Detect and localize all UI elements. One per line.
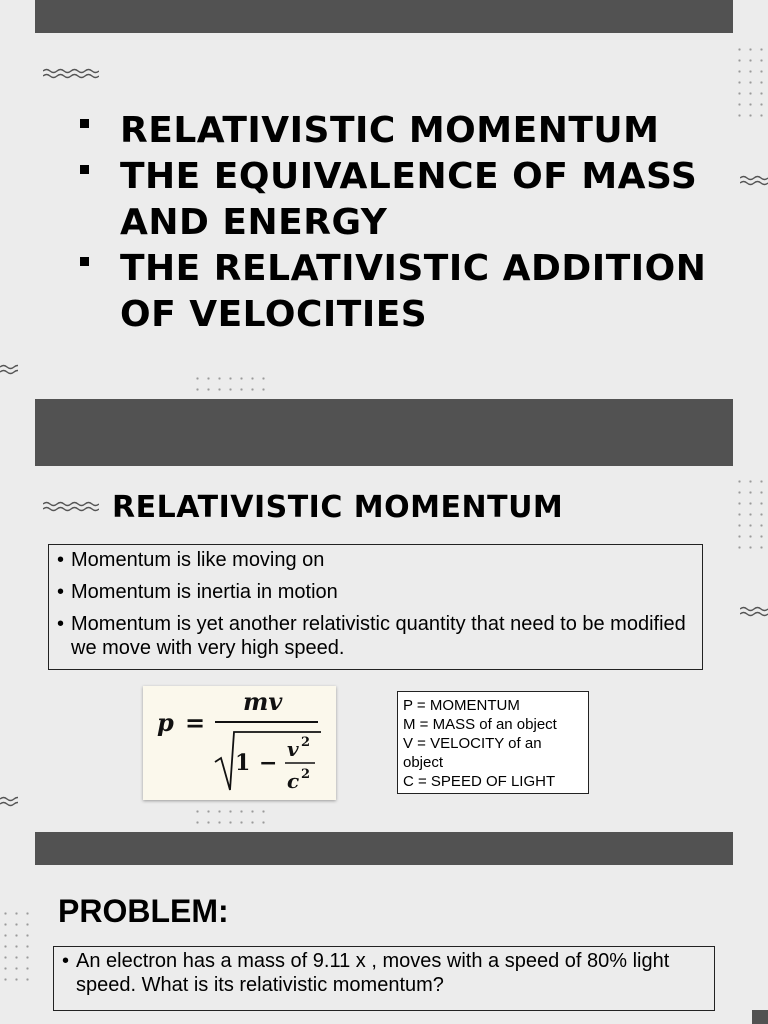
svg-text:2: 2 [301,767,311,782]
topic-item: THE RELATIVISTIC ADDITION OF VELOCITIES [80,246,740,338]
dot-grid-decoration [734,476,768,552]
momentum-bullets-box [48,544,703,670]
slide3-top-band [35,832,733,865]
momentum-formula-image [143,686,336,800]
dot-grid-decoration [192,373,268,395]
svg-text:−: − [259,750,278,776]
square-bullet-icon [80,257,89,266]
wavy-lines-decoration [43,68,99,82]
dot-grid-decoration [0,908,34,984]
problem-box [53,946,715,1011]
corner-block-decoration [752,1010,768,1024]
svg-text:=: = [185,708,206,737]
svg-text:mv: mv [243,687,283,716]
wavy-lines-decoration [740,175,768,189]
section-heading: RELATIVISTIC MOMENTUM [112,490,564,525]
wavy-lines-decoration [0,796,18,810]
slide1-top-band [35,0,733,33]
legend-line: C = SPEED OF LIGHT [403,773,556,790]
dot-grid-decoration [192,806,268,828]
topic-item: THE EQUIVALENCE OF MASS AND ENERGY [80,154,740,246]
svg-text:1: 1 [235,750,251,776]
variable-legend [397,691,589,794]
list-item: • Momentum is like moving on [57,549,325,571]
wavy-lines-decoration [740,606,768,620]
svg-text:p: p [157,708,174,737]
legend-line: M = MASS of an object [403,716,557,733]
topic-list [80,108,740,338]
list-item: • Momentum is inertia in motion [57,581,338,603]
square-bullet-icon [80,165,89,174]
topic-item: RELATIVISTIC MOMENTUM [80,108,740,154]
legend-line: P = MOMENTUM [403,697,520,714]
square-bullet-icon [80,119,89,128]
problem-heading: PROBLEM: [58,893,229,929]
svg-text:2: 2 [301,735,311,750]
legend-line: V = VELOCITY of an object [403,735,542,771]
momentum-formula [143,686,336,800]
svg-text:c: c [287,769,300,793]
svg-text:v: v [287,737,299,761]
slide2-top-band [35,399,733,466]
list-item: • Momentum is yet another relativistic quantity that need to be modified we move with very high speed. [57,613,686,659]
list-item: • An electron has a mass of 9.11 x , moves with a speed of 80% light speed. What is its relativistic momentum? [62,950,670,996]
wavy-lines-decoration [43,501,99,515]
wavy-lines-decoration [0,364,18,378]
